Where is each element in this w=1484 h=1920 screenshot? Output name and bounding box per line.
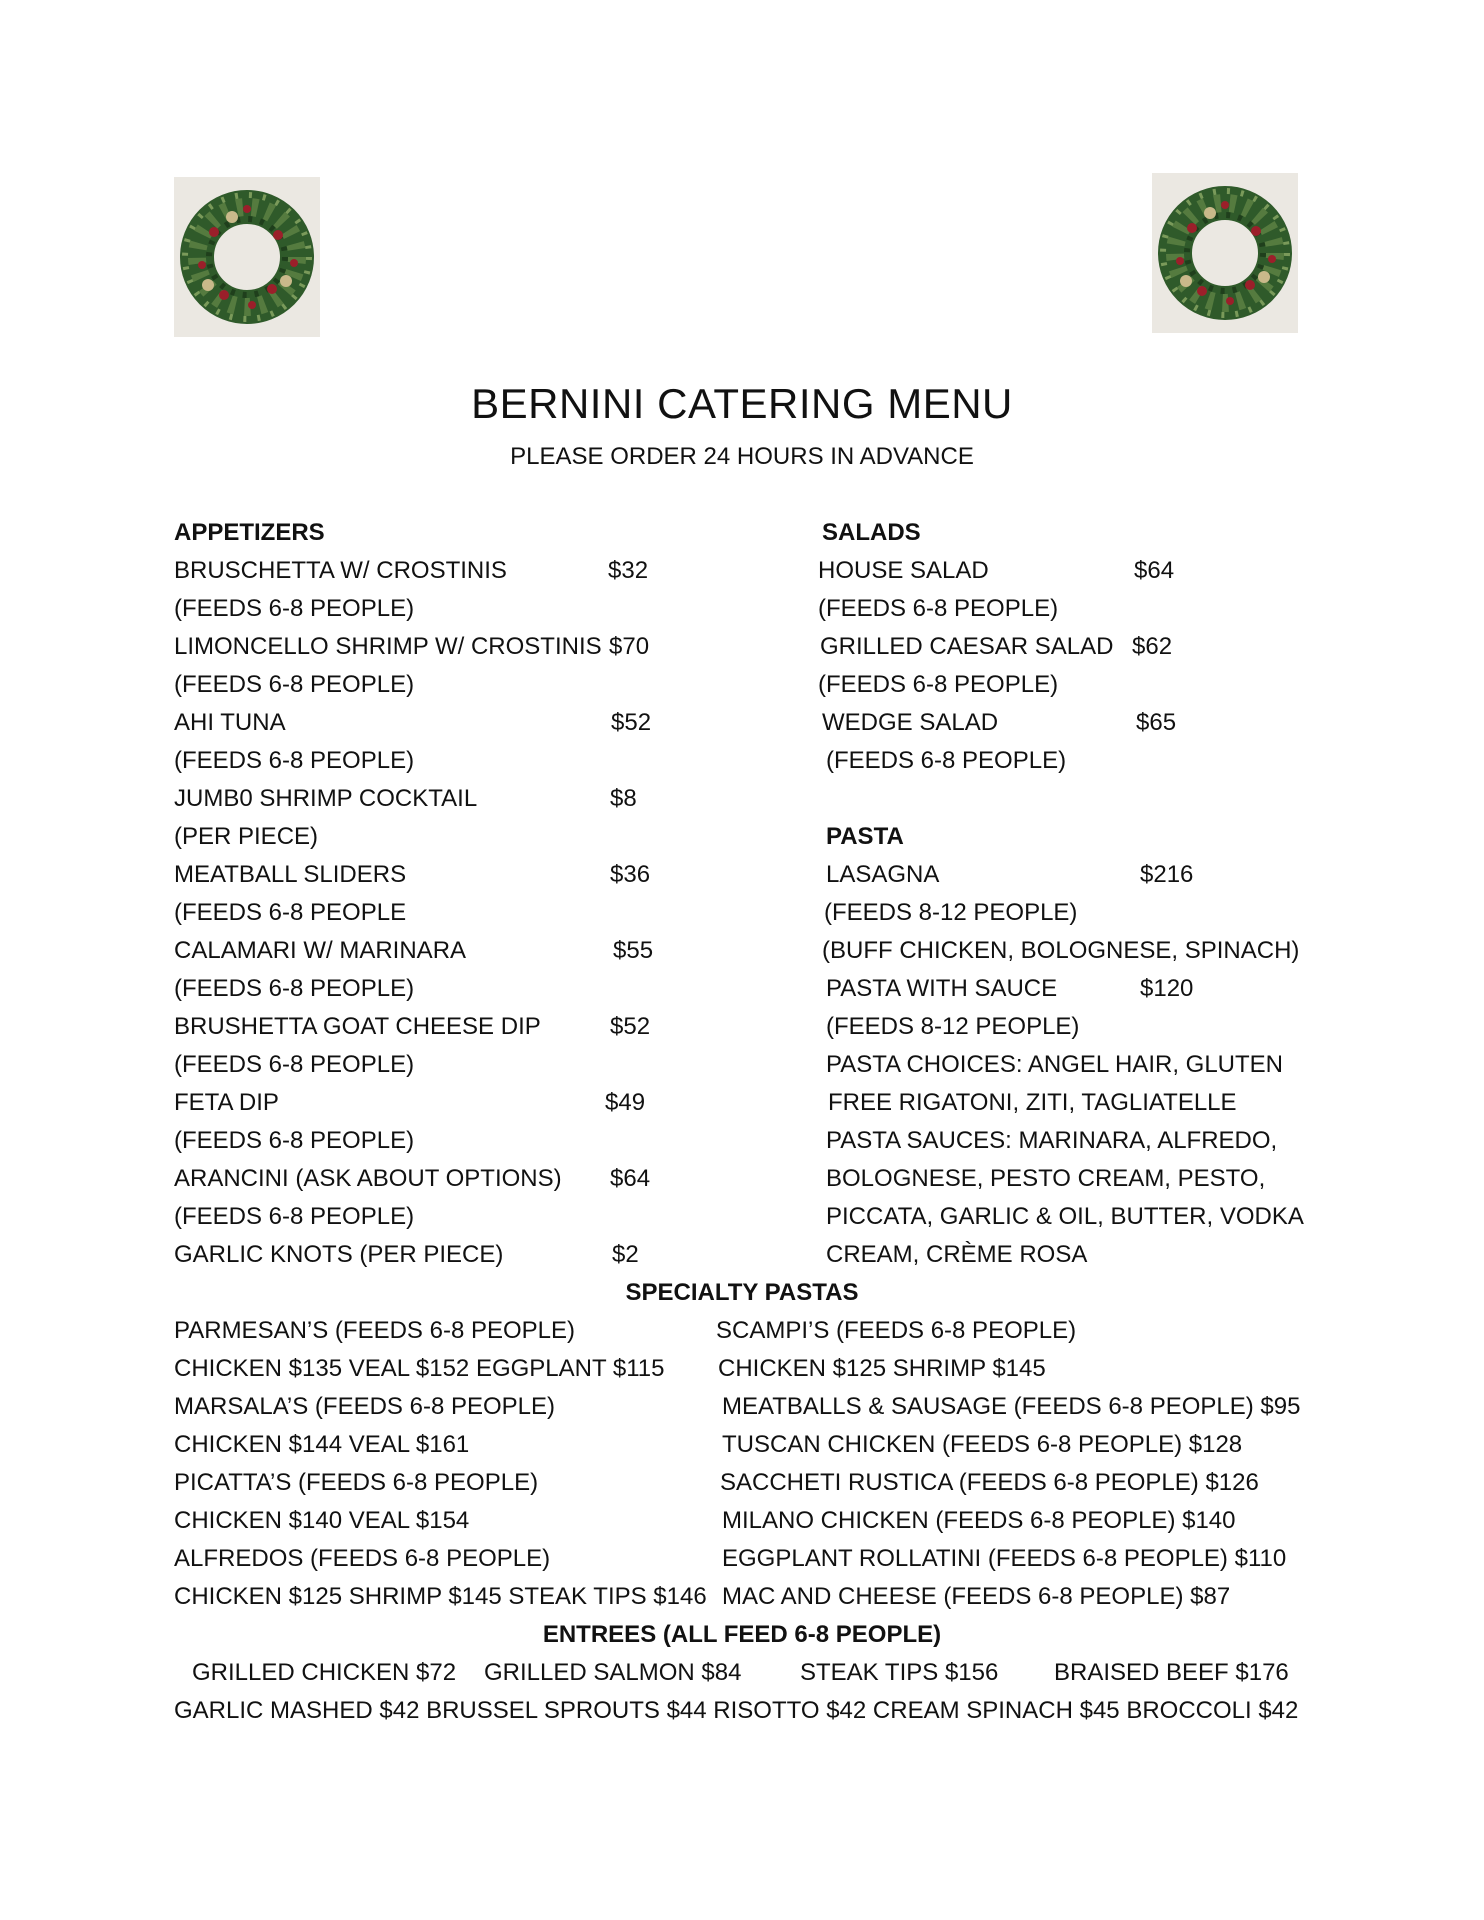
page-subtitle: PLEASE ORDER 24 HOURS IN ADVANCE [510, 443, 974, 470]
pasta-choice-line: FREE RIGATONI, ZITI, TAGLIATELLE [828, 1089, 1237, 1116]
salad-name: HOUSE SALAD [818, 557, 989, 584]
appetizer-price: $49 [605, 1089, 646, 1116]
appetizer-name: GARLIC KNOTS (PER PIECE) [174, 1241, 504, 1268]
specialty-right-line: MEATBALLS & SAUSAGE (FEEDS 6-8 PEOPLE) $95 [722, 1393, 1301, 1420]
appetizer-name: ARANCINI (ASK ABOUT OPTIONS) [174, 1165, 562, 1192]
specialty-right-line: MAC AND CHEESE (FEEDS 6-8 PEOPLE) $87 [722, 1583, 1231, 1610]
pasta-sauce-price: $120 [1140, 975, 1194, 1002]
appetizer-price: $32 [608, 557, 649, 584]
appetizer-price: $2 [612, 1241, 639, 1268]
appetizer-name: MEATBALL SLIDERS [174, 861, 407, 888]
page-title: BERNINI CATERING MENU [471, 380, 1013, 427]
pasta-choice-line: BOLOGNESE, PESTO CREAM, PESTO, [826, 1165, 1266, 1192]
appetizer-price: $8 [610, 785, 637, 812]
pasta-sauce-name: PASTA WITH SAUCE [826, 975, 1058, 1002]
specialty-left-line: PICATTA’S (FEEDS 6-8 PEOPLE) [174, 1469, 539, 1496]
sides-line: GARLIC MASHED $42 BRUSSEL SPROUTS $44 RISOTTO $42 CREAM SPINACH $45 BROCCOLI $42 [174, 1697, 1299, 1724]
specialty-left-line: PARMESAN’S (FEEDS 6-8 PEOPLE) [174, 1317, 575, 1344]
appetizer-name: LIMONCELLO SHRIMP W/ CROSTINIS [174, 633, 602, 660]
wreath-graphic [174, 177, 320, 337]
appetizer-note: (FEEDS 6-8 PEOPLE) [174, 671, 415, 698]
entree-item: GRILLED SALMON $84 [484, 1659, 742, 1686]
appetizer-name: AHI TUNA [174, 709, 286, 736]
specialty-left-line: CHICKEN $125 SHRIMP $145 STEAK TIPS $146 [174, 1583, 707, 1610]
appetizer-price: $36 [610, 861, 651, 888]
appetizer-note: (FEEDS 6-8 PEOPLE) [174, 747, 415, 774]
appetizers-heading: APPETIZERS [174, 519, 325, 546]
specialty-right-line: TUSCAN CHICKEN (FEEDS 6-8 PEOPLE) $128 [722, 1431, 1243, 1458]
appetizer-price: $64 [610, 1165, 651, 1192]
pasta-choice-line: PASTA CHOICES: ANGEL HAIR, GLUTEN [826, 1051, 1283, 1078]
salad-note: (FEEDS 6-8 PEOPLE) [818, 671, 1059, 698]
appetizer-name: JUMB0 SHRIMP COCKTAIL [174, 785, 478, 812]
specialty-right-line: CHICKEN $125 SHRIMP $145 [718, 1355, 1046, 1382]
salad-name: WEDGE SALAD [822, 709, 999, 736]
salads-heading: SALADS [822, 519, 921, 546]
appetizer-price: $70 [609, 633, 650, 660]
wreath-graphic [1152, 173, 1298, 333]
appetizer-note: (PER PIECE) [174, 823, 319, 850]
salad-note: (FEEDS 6-8 PEOPLE) [826, 747, 1067, 774]
appetizer-note: (FEEDS 6-8 PEOPLE) [174, 975, 415, 1002]
pasta-sauce-note: (FEEDS 8-12 PEOPLE) [826, 1013, 1080, 1040]
lasagna-name: LASAGNA [826, 861, 940, 888]
lasagna-options: (BUFF CHICKEN, BOLOGNESE, SPINACH) [822, 937, 1300, 964]
lasagna-price: $216 [1140, 861, 1194, 888]
lasagna-note: (FEEDS 8-12 PEOPLE) [824, 899, 1078, 926]
wreath-image-left [174, 177, 320, 337]
specialty-right-line: SACCHETI RUSTICA (FEEDS 6-8 PEOPLE) $126 [720, 1469, 1259, 1496]
salad-price: $64 [1134, 557, 1175, 584]
appetizer-name: FETA DIP [174, 1089, 279, 1116]
appetizer-note: (FEEDS 6-8 PEOPLE) [174, 1051, 415, 1078]
appetizer-note: (FEEDS 6-8 PEOPLE) [174, 1203, 415, 1230]
specialty-left-line: MARSALA’S (FEEDS 6-8 PEOPLE) [174, 1393, 555, 1420]
specialty-pastas-heading: SPECIALTY PASTAS [625, 1279, 859, 1306]
pasta-choice-line: PASTA SAUCES: MARINARA, ALFREDO, [826, 1127, 1278, 1154]
wreath-image-right [1152, 173, 1298, 333]
specialty-right-line: MILANO CHICKEN (FEEDS 6-8 PEOPLE) $140 [722, 1507, 1236, 1534]
pasta-choice-line: PICCATA, GARLIC & OIL, BUTTER, VODKA [826, 1203, 1304, 1230]
salad-name: GRILLED CAESAR SALAD [820, 633, 1114, 660]
appetizer-note: (FEEDS 6-8 PEOPLE [174, 899, 407, 926]
specialty-right-line: EGGPLANT ROLLATINI (FEEDS 6-8 PEOPLE) $110 [722, 1545, 1287, 1572]
appetizer-note: (FEEDS 6-8 PEOPLE) [174, 595, 415, 622]
appetizer-name: BRUSHETTA GOAT CHEESE DIP [174, 1013, 541, 1040]
pasta-heading: PASTA [826, 823, 904, 850]
pasta-choice-line: CREAM, CRÈME ROSA [826, 1241, 1088, 1268]
appetizer-price: $52 [610, 1013, 651, 1040]
salad-price: $65 [1136, 709, 1177, 736]
specialty-left-line: CHICKEN $140 VEAL $154 [174, 1507, 470, 1534]
salad-price: $62 [1132, 633, 1173, 660]
specialty-left-line: CHICKEN $144 VEAL $161 [174, 1431, 470, 1458]
appetizer-name: BRUSCHETTA W/ CROSTINIS [174, 557, 507, 584]
specialty-left-line: CHICKEN $135 VEAL $152 EGGPLANT $115 [174, 1355, 665, 1382]
appetizer-price: $55 [613, 937, 654, 964]
entrees-heading: ENTREES (ALL FEED 6-8 PEOPLE) [542, 1621, 942, 1648]
specialty-left-line: ALFREDOS (FEEDS 6-8 PEOPLE) [174, 1545, 551, 1572]
specialty-right-line: SCAMPI’S (FEEDS 6-8 PEOPLE) [716, 1317, 1077, 1344]
entree-item: STEAK TIPS $156 [800, 1659, 999, 1686]
entree-item: BRAISED BEEF $176 [1054, 1659, 1289, 1686]
appetizer-price: $52 [611, 709, 652, 736]
appetizer-note: (FEEDS 6-8 PEOPLE) [174, 1127, 415, 1154]
entree-item: GRILLED CHICKEN $72 [192, 1659, 457, 1686]
appetizer-name: CALAMARI W/ MARINARA [174, 937, 467, 964]
salad-note: (FEEDS 6-8 PEOPLE) [818, 595, 1059, 622]
